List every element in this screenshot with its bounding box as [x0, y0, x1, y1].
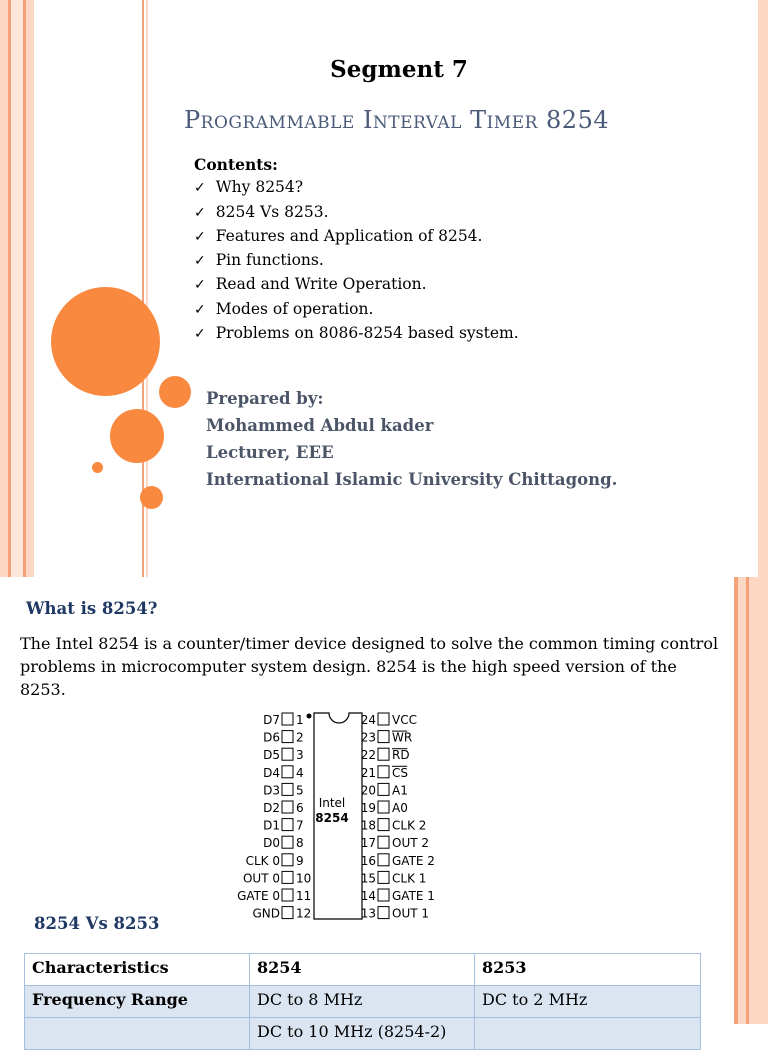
slide-subtitle: Programmable Interval Timer 8254 — [184, 106, 610, 134]
table-cell — [25, 1018, 250, 1050]
pin-box — [378, 871, 389, 883]
pin-box — [378, 731, 389, 743]
pin-name: CLK 1 — [392, 871, 427, 886]
contents-item: ✓ Why 8254? — [194, 176, 519, 200]
pin-number: 24 — [360, 713, 376, 727]
pin-box — [378, 766, 389, 778]
pin-number: 13 — [360, 906, 376, 921]
pin-number: 2 — [296, 730, 304, 745]
prepared-by-label: Prepared by: — [206, 389, 324, 408]
table-header-row — [25, 954, 701, 986]
contents-header: Contents: — [194, 155, 278, 174]
pin-box — [282, 801, 293, 813]
pin-number: 14 — [360, 889, 376, 903]
pin-number: 17 — [360, 836, 376, 851]
pin-box — [378, 854, 389, 866]
pin-number: 4 — [296, 765, 304, 780]
table-cell: DC to 10 MHz (8254-2) — [250, 1018, 475, 1050]
pin-number: 15 — [360, 871, 376, 886]
contents-item: ✓ Problems on 8086-8254 based system. — [194, 322, 519, 346]
contents-item: ✓ Modes of operation. — [194, 298, 519, 322]
pin-box — [378, 889, 389, 901]
pin-box — [378, 907, 389, 919]
pin-number: 18 — [360, 818, 376, 833]
pin-number: 8 — [296, 836, 304, 851]
table-cell: DC to 2 MHz — [475, 986, 701, 1018]
chip-label-top: Intel — [318, 796, 346, 810]
pin-number: 11 — [296, 889, 312, 903]
pin-number: 20 — [360, 783, 376, 798]
pin-number: 9 — [296, 853, 304, 868]
table-row — [25, 1018, 701, 1050]
table-header-cell: Characteristics — [25, 954, 250, 986]
decorative-circle-small — [92, 462, 103, 473]
pin-box — [282, 766, 293, 778]
table-cell: DC to 8 MHz — [250, 986, 475, 1018]
author-institution: International Islamic University Chittagong. — [206, 470, 618, 489]
chip-svg — [232, 709, 435, 925]
author-position: Lecturer, EEE — [206, 443, 334, 462]
description-paragraph: The Intel 8254 is a counter/timer device designed to solve the common timing control problems in microcomputer system design. 8254 is the high speed version of the 8253. — [20, 634, 719, 699]
slide-title: Segment 7 — [330, 56, 468, 83]
pin-box — [282, 889, 293, 901]
decorative-bar — [738, 577, 746, 1024]
contents-item: ✓ Pin functions. — [194, 249, 519, 273]
contents-item: ✓ Features and Application of 8254. — [194, 225, 519, 249]
pin-name: WR — [392, 730, 413, 745]
pin-box — [282, 836, 293, 848]
pin-name: RD — [392, 748, 410, 763]
pin-number: 3 — [296, 748, 304, 763]
pin-box — [282, 819, 293, 831]
pin-box — [282, 871, 293, 883]
table-cell — [475, 1018, 701, 1050]
pin-box — [378, 801, 389, 813]
author-block — [206, 385, 617, 493]
section-heading: What is 8254? — [26, 599, 158, 618]
pin-box — [282, 783, 293, 795]
right-pins — [361, 713, 435, 921]
pin-name: A0 — [392, 801, 408, 815]
pin-name: D1 — [263, 818, 280, 833]
section-heading: 8254 Vs 8253 — [34, 914, 160, 933]
pin-name: OUT 0 — [242, 871, 280, 886]
decorative-bar — [26, 0, 34, 577]
pin-name: D3 — [263, 783, 280, 798]
pin-name: D7 — [263, 713, 280, 727]
pin-name: D2 — [263, 801, 280, 815]
content-slide — [0, 577, 768, 1041]
pin-number: 16 — [360, 853, 376, 868]
pin-box — [378, 836, 389, 848]
contents-list — [194, 153, 519, 346]
decorative-circle — [140, 486, 163, 509]
pin-number: 23 — [360, 730, 376, 745]
pin-name: OUT 2 — [392, 836, 430, 851]
pin-number: 19 — [360, 801, 376, 815]
pin-box — [282, 907, 293, 919]
pin-box — [378, 748, 389, 760]
pin-name: GATE 0 — [237, 889, 280, 903]
pin-number: 21 — [360, 765, 376, 780]
pin-name: D0 — [263, 836, 280, 851]
pin-name: D4 — [263, 765, 280, 780]
decorative-bar — [758, 0, 768, 577]
pin-name: GATE 1 — [392, 889, 435, 903]
table-header-cell: 8253 — [475, 954, 701, 986]
pin-name: A1 — [392, 783, 408, 798]
pin-name: OUT 1 — [392, 906, 430, 921]
contents-item: ✓ Read and Write Operation. — [194, 273, 519, 297]
author-name: Mohammed Abdul kader — [206, 416, 434, 435]
pin1-dot — [307, 714, 312, 719]
left-pins — [237, 713, 311, 921]
pin-box — [378, 819, 389, 831]
decorative-circle-large — [51, 287, 160, 396]
table-header-cell: 8254 — [250, 954, 475, 986]
pin-number: 5 — [296, 783, 304, 798]
decorative-circle — [110, 409, 164, 463]
pin-number: 10 — [296, 871, 312, 886]
pin-number: 12 — [296, 906, 312, 921]
pin-box — [282, 854, 293, 866]
pin-name: GND — [252, 906, 280, 921]
pin-name: D5 — [263, 748, 280, 763]
decorative-bar — [11, 0, 23, 577]
pin-box — [282, 731, 293, 743]
comparison-table — [24, 953, 701, 1050]
pin-box — [378, 783, 389, 795]
pin-number: 22 — [360, 748, 376, 763]
decorative-circle — [159, 376, 191, 408]
chip-label-bottom: 8254 — [315, 811, 349, 825]
pin-number: 6 — [296, 801, 304, 815]
pin-name: VCC — [392, 713, 417, 727]
pin-name: CLK 2 — [392, 818, 427, 833]
pin-box — [282, 713, 293, 725]
pin-name: D6 — [263, 730, 280, 745]
table-cell: Frequency Range — [25, 986, 250, 1018]
pin-box — [282, 748, 293, 760]
pin-diagram — [232, 709, 435, 925]
pin-name: CS — [392, 765, 408, 780]
contents-item: ✓ 8254 Vs 8253. — [194, 201, 519, 225]
pin-name: CLK 0 — [245, 853, 280, 868]
pin-number: 1 — [296, 713, 304, 727]
decorative-bar — [0, 0, 8, 577]
table-row — [25, 986, 701, 1018]
decorative-bar — [749, 577, 768, 1024]
pin-box — [378, 713, 389, 725]
pin-number: 7 — [296, 818, 304, 833]
pin-name: GATE 2 — [392, 853, 435, 868]
